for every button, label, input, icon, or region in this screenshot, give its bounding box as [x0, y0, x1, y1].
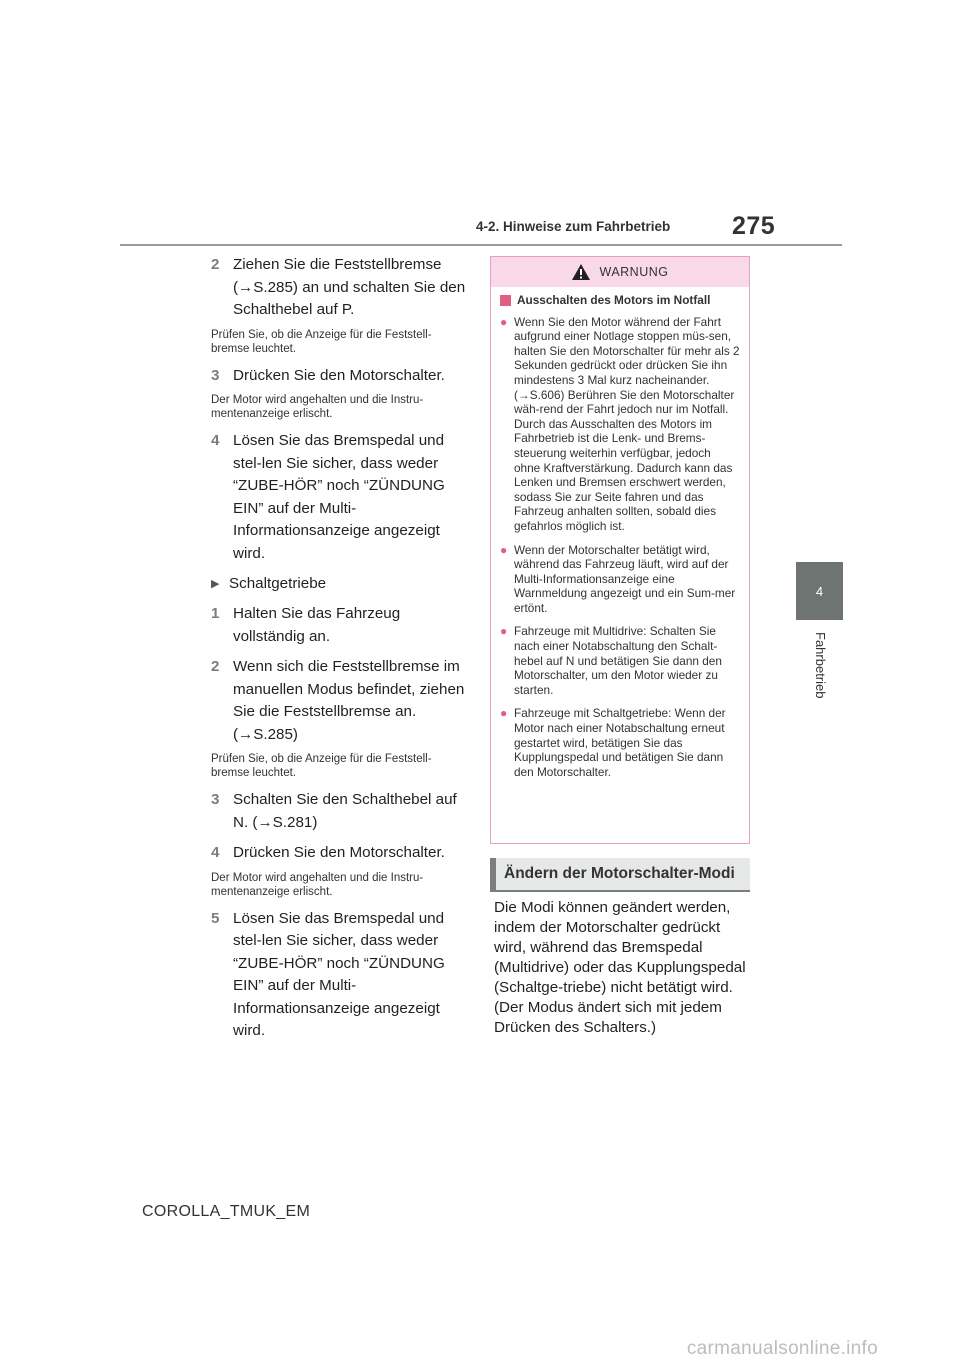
warning-item-text: Fahrzeuge mit Multidrive: Schalten Sie nach einer Notabschaltung den Schalt-hebel auf N und betätigen Sie dann den Motorschalter, um den Motor wieder zu starten. — [514, 624, 722, 697]
step-note: Der Motor wird angehalten und die Instru-mentenanzeige erlischt. — [211, 871, 424, 898]
warning-item-text: Fahrzeuge mit Schaltgetriebe: Wenn der Motor nach einer Notabschaltung erneut gestartet wird, betätigen Sie das Kupplungspedal und betätigen Sie dann den Motorschalter. — [514, 706, 726, 779]
step-number: 2 — [211, 256, 220, 273]
step-text: Wenn sich die Feststellbremse im manuellen Modus befindet, ziehen Sie die Feststellbremse an. (→S.285) — [233, 658, 465, 743]
subheading-manual — [211, 573, 469, 595]
step-number: 5 — [211, 909, 220, 927]
warning-item — [500, 315, 740, 534]
section-body: Die Modi können geändert werden, indem der Motorschalter gedrückt wird, während das Bremspedal (Multidrive) oder das Kupplungspedal (Schaltge-triebe) nicht betätigt wird. (Der Modus ändert sich mit jedem Drücken des Schalters.) — [494, 899, 746, 1036]
circle-bullet-icon: ● — [500, 542, 508, 557]
left-column — [211, 254, 469, 1051]
manual-step-5 — [211, 908, 469, 1043]
chapter-tab — [796, 562, 843, 620]
step-4 — [211, 430, 469, 565]
warning-triangle-icon — [571, 263, 591, 281]
step-number: 4 — [211, 432, 220, 449]
step-number: 1 — [211, 605, 220, 622]
step-note: Prüfen Sie, ob die Anzeige für die Feststell-bremse leuchtet. — [211, 753, 432, 779]
circle-bullet-icon: ● — [500, 706, 508, 721]
warning-item — [500, 543, 740, 616]
chapter-number: 4 — [815, 583, 824, 599]
subheading-text: Schaltgetriebe — [229, 575, 327, 592]
warning-item — [500, 624, 740, 697]
circle-bullet-icon: ● — [500, 624, 508, 639]
footer-model-code: COROLLA_TMUK_EM — [142, 1203, 311, 1220]
step-text: Drücken Sie den Motorschalter. — [233, 844, 445, 861]
step-number: 4 — [211, 844, 220, 861]
step-text: Lösen Sie das Bremspedal und stel-len Sie sicher, dass weder “ZUBE-HÖR” noch “ZÜNDUNG EIN” auf der Multi-Informationsanzeige angezeigt wird. — [233, 909, 445, 1039]
step-text: Schalten Sie den Schalthebel auf N. (→S.281) — [233, 791, 457, 831]
warning-box — [490, 256, 750, 844]
warning-item — [500, 706, 740, 779]
manual-step-4 — [211, 842, 469, 865]
section-heading-text: Ändern der Motorschalter-Modi — [504, 865, 735, 882]
step-text: Halten Sie das Fahrzeug vollständig an. — [233, 605, 401, 645]
manual-step-2 — [211, 656, 469, 746]
warning-item-text: Wenn Sie den Motor während der Fahrt aufgrund einer Notlage stoppen müs-sen, halten Sie den Motorschalter für mehr als 2 Sekunden gedrückt oder drücken Sie ihn mindestens 3 Mal kurz nacheinander. (→S.606) Berühren Sie den Motorschalter wäh-rend der Fahrt jedoch nur im Notfall. Durch das Ausschalten des Motors im Fahrbetrieb ist die Lenk- und Brems-steuerung weiterhin verfügbar, jedoch ohne Kraftverstärkung. Dadurch kann das Lenken und Bremsen erschwert werden, sodass Sie zur Seite fahren und das Fahrzeug anhalten sollten, sobald dies gefahrlos möglich ist. — [514, 314, 740, 533]
warning-header — [491, 257, 749, 287]
triangle-right-icon: ▶ — [211, 578, 220, 590]
manual-step-1 — [211, 603, 469, 648]
step-2 — [211, 254, 469, 322]
warning-title-text: Ausschalten des Motors im Notfall — [517, 293, 711, 307]
step-text: Ziehen Sie die Feststellbremse (→S.285) an und schalten Sie den Schalthebel auf P. — [233, 256, 466, 318]
chapter-label-text: Fahrbetrieb — [813, 632, 828, 699]
manual-step-3 — [211, 789, 469, 834]
step-text: Lösen Sie das Bremspedal und stel-len Sie sicher, dass weder “ZUBE-HÖR” noch “ZÜNDUNG EIN” auf der Multi-Informationsanzeige angezeigt wird. — [233, 432, 445, 562]
watermark: carmanualsonline.info — [686, 1338, 878, 1359]
step-text: Drücken Sie den Motorschalter. — [233, 366, 445, 384]
step-number: 3 — [211, 791, 220, 808]
step-number: 2 — [211, 658, 220, 675]
square-bullet-icon — [500, 295, 511, 306]
header-section-title: 4-2. Hinweise zum Fahrbetrieb — [476, 219, 671, 234]
circle-bullet-icon: ● — [500, 314, 508, 329]
warning-label: WARNUNG — [599, 265, 669, 279]
step-3 — [211, 365, 469, 388]
warning-title — [500, 293, 740, 308]
page-number: 275 — [732, 212, 776, 240]
step-number: 3 — [211, 366, 220, 384]
warning-item-text: Wenn der Motorschalter betätigt wird, während das Fahrzeug läuft, wird auf der Multi-Informationsanzeige eine Warnmeldung angezeigt und ein Sum-mer ertönt. — [514, 542, 736, 615]
section-heading — [490, 858, 750, 890]
chapter-label — [800, 632, 840, 742]
step-note: Prüfen Sie, ob die Anzeige für die Feststell-bremse leuchtet. — [211, 328, 432, 355]
step-note: Der Motor wird angehalten und die Instru-mentenanzeige erlischt. — [211, 394, 424, 420]
warning-body — [491, 287, 749, 779]
header-divider — [120, 244, 842, 246]
